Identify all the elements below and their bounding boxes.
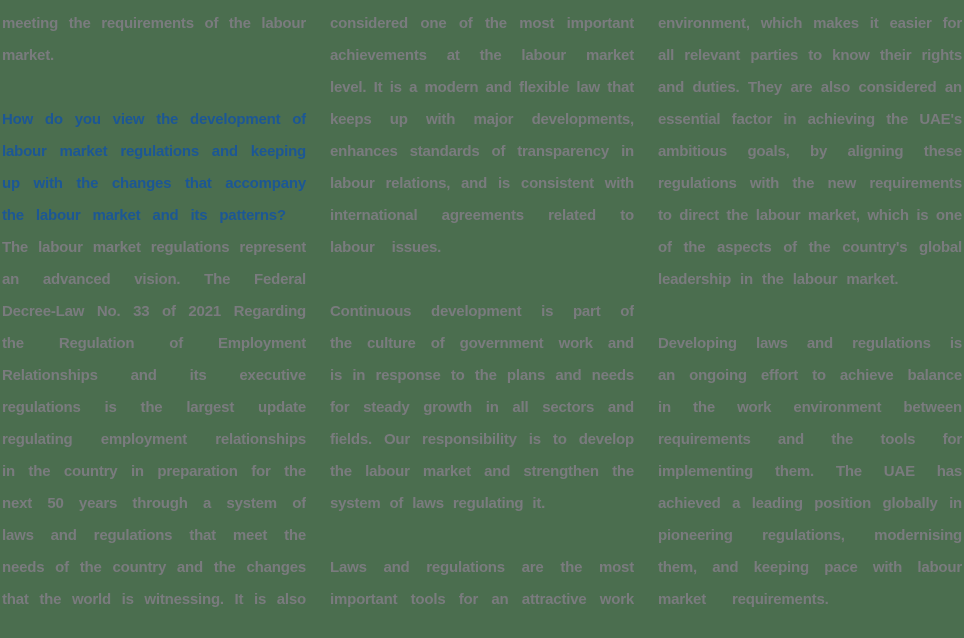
text-line: How do you view the development of <box>2 111 306 128</box>
text-line: fields. Our responsibility is to develop <box>330 431 634 448</box>
text-column-2 <box>330 8 634 616</box>
text-line: Relationships and its executive <box>2 367 306 384</box>
text-line: labour issues. <box>330 239 442 256</box>
text-line: leadership in the labour market. <box>658 271 899 288</box>
work-environment-continued-paragraph <box>658 8 962 296</box>
text-line: the Regulation of Employment <box>2 335 306 352</box>
text-line: essential factor in achieving the UAE's <box>658 111 962 128</box>
answer-continued-paragraph <box>330 8 634 264</box>
text-line: is in response to the plans and needs <box>330 367 634 384</box>
text-line: regulating employment relationships <box>2 431 306 448</box>
text-line: Continuous development is part of <box>330 303 634 320</box>
answer-opening-paragraph <box>2 232 306 616</box>
developing-laws-paragraph <box>658 328 962 616</box>
text-line: laws and regulations that meet the <box>2 527 306 544</box>
text-line: considered one of the most important <box>330 15 634 32</box>
text-line: market. <box>2 47 54 64</box>
text-line: needs of the country and the changes <box>2 559 306 576</box>
paragraph-continued-from-previous-page <box>2 8 306 72</box>
laws-and-regulations-paragraph <box>330 552 634 616</box>
text-line: to direct the labour market, which is one <box>658 207 962 224</box>
text-line: Decree-Law No. 33 of 2021 Regarding <box>2 303 306 320</box>
text-line: Laws and regulations are the most <box>330 559 634 576</box>
text-line: labour relations, and is consistent with <box>330 175 634 192</box>
text-line: pioneering regulations, modernising <box>658 527 962 544</box>
text-line: market requirements. <box>658 591 829 608</box>
text-line: level. It is a modern and flexible law that <box>330 79 634 96</box>
text-line: all relevant parties to know their rights <box>658 47 962 64</box>
text-line: requirements and the tools for <box>658 431 962 448</box>
text-line: international agreements related to <box>330 207 634 224</box>
text-line: regulations is the largest update <box>2 399 306 416</box>
text-column-3 <box>658 8 962 616</box>
text-line: implementing them. The UAE has <box>658 463 962 480</box>
text-line: next 50 years through a system of <box>2 495 306 512</box>
text-line: the labour market and strengthen the <box>330 463 634 480</box>
text-line: in the work environment between <box>658 399 962 416</box>
continuous-development-paragraph <box>330 296 634 520</box>
text-line: the culture of government work and <box>330 335 634 352</box>
text-line: achieved a leading position globally in <box>658 495 962 512</box>
text-line: The labour market regulations represent <box>2 239 306 256</box>
text-line: of the aspects of the country's global <box>658 239 962 256</box>
text-line: that the world is witnessing. It is also <box>2 591 306 608</box>
text-line: ambitious goals, by aligning these <box>658 143 962 160</box>
text-line: for steady growth in all sectors and <box>330 399 634 416</box>
text-line: and duties. They are also considered an <box>658 79 962 96</box>
text-line: important tools for an attractive work <box>330 591 634 608</box>
text-line: achievements at the labour market <box>330 47 634 64</box>
text-line: the labour market and its patterns? <box>2 207 286 224</box>
text-line: meeting the requirements of the labour <box>2 15 306 32</box>
text-line: regulations with the new requirements <box>658 175 962 192</box>
text-line: up with the changes that accompany <box>2 175 306 192</box>
text-line: keeps up with major developments, <box>330 111 634 128</box>
text-line: enhances standards of transparency in <box>330 143 634 160</box>
text-line: an advanced vision. The Federal <box>2 271 306 288</box>
text-line: Developing laws and regulations is <box>658 335 962 352</box>
text-line: system of laws regulating it. <box>330 495 546 512</box>
interview-question <box>2 104 306 232</box>
text-line: labour market regulations and keeping <box>2 143 306 160</box>
text-line: environment, which makes it easier for <box>658 15 962 32</box>
text-line: them, and keeping pace with labour <box>658 559 962 576</box>
text-line: in the country in preparation for the <box>2 463 306 480</box>
text-line: an ongoing effort to achieve balance <box>658 367 962 384</box>
text-column-1 <box>2 8 306 616</box>
